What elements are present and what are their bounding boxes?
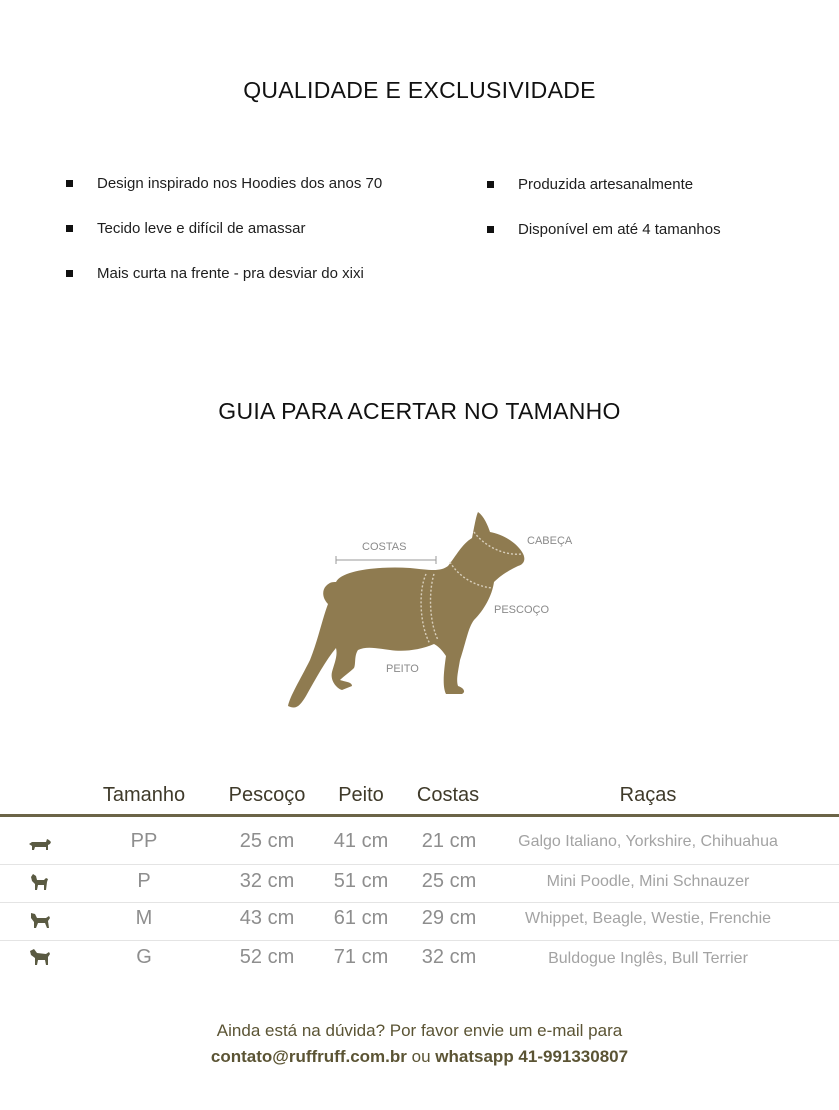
large-dog-icon bbox=[28, 947, 52, 967]
bullet-icon bbox=[66, 225, 73, 232]
table-cell-size: PP bbox=[130, 830, 158, 852]
diagram-label-neck: PESCOÇO bbox=[494, 604, 550, 616]
bullet-icon bbox=[487, 226, 494, 233]
bullet-icon bbox=[66, 180, 73, 187]
feature-item bbox=[487, 221, 721, 238]
row-divider bbox=[0, 940, 839, 941]
feature-item bbox=[66, 265, 364, 282]
footer-question: Ainda está na dúvida? Por favor envie um e-mail para bbox=[216, 1021, 623, 1040]
table-cell-chest: 51 cm bbox=[333, 870, 389, 892]
table-cell-breeds: Mini Poodle, Mini Schnauzer bbox=[546, 873, 750, 890]
col-header-back: Costas bbox=[416, 784, 480, 806]
table-cell-neck: 32 cm bbox=[239, 870, 295, 892]
table-cell-back: 29 cm bbox=[421, 907, 477, 929]
row-divider bbox=[0, 902, 839, 903]
table-cell-breeds: Galgo Italiano, Yorkshire, Chihuahua bbox=[518, 833, 778, 850]
col-header-chest: Peito bbox=[338, 784, 384, 806]
feature-item bbox=[66, 175, 382, 192]
row-divider bbox=[0, 864, 839, 865]
contact-email-link[interactable]: contato@ruffruff.com.br bbox=[210, 1047, 407, 1066]
table-cell-chest: 71 cm bbox=[333, 946, 389, 968]
col-header-size: Tamanho bbox=[102, 784, 186, 806]
feature-text: Disponível em até 4 tamanhos bbox=[518, 221, 721, 238]
feature-text: Design inspirado nos Hoodies dos anos 70 bbox=[97, 175, 383, 192]
feature-item bbox=[66, 220, 305, 237]
diagram-label-chest: PEITO bbox=[386, 663, 419, 675]
table-cell-neck: 43 cm bbox=[239, 907, 295, 929]
feature-item bbox=[487, 176, 693, 193]
table-cell-size: G bbox=[136, 946, 152, 968]
diagram-label-back: COSTAS bbox=[362, 541, 407, 553]
feature-text: Mais curta na frente - pra desviar do xixi bbox=[97, 265, 364, 282]
size-guide-heading: GUIA PARA ACERTAR NO TAMANHO bbox=[218, 398, 621, 424]
table-cell-breeds: Whippet, Beagle, Westie, Frenchie bbox=[524, 910, 772, 927]
bullet-icon bbox=[66, 270, 73, 277]
footer-contact bbox=[0, 1047, 839, 1067]
feature-text: Produzida artesanalmente bbox=[518, 176, 694, 193]
small-dog-icon bbox=[28, 872, 52, 892]
header-rule bbox=[0, 814, 839, 817]
col-header-breeds: Raças bbox=[619, 784, 677, 806]
table-cell-chest: 41 cm bbox=[333, 830, 389, 852]
table-cell-size: P bbox=[137, 870, 151, 892]
table-cell-back: 21 cm bbox=[421, 830, 477, 852]
table-cell-neck: 52 cm bbox=[239, 946, 295, 968]
col-header-neck: Pescoço bbox=[228, 784, 306, 806]
table-cell-chest: 61 cm bbox=[333, 907, 389, 929]
table-cell-back: 32 cm bbox=[421, 946, 477, 968]
diagram-label-head: CABEÇA bbox=[527, 535, 573, 547]
footer-connector: ou bbox=[411, 1047, 431, 1066]
bullet-icon bbox=[487, 181, 494, 188]
table-cell-neck: 25 cm bbox=[239, 830, 295, 852]
medium-dog-icon bbox=[28, 910, 52, 930]
table-cell-back: 25 cm bbox=[421, 870, 477, 892]
table-cell-size: M bbox=[135, 907, 153, 929]
table-cell-breeds: Buldogue Inglês, Bull Terrier bbox=[548, 950, 748, 967]
dachshund-icon bbox=[28, 836, 52, 856]
feature-text: Tecido leve e difícil de amassar bbox=[97, 220, 306, 237]
contact-whatsapp-link[interactable]: whatsapp 41-991330807 bbox=[435, 1047, 629, 1066]
quality-heading: QUALIDADE E EXCLUSIVIDADE bbox=[243, 77, 596, 103]
dog-measurement-diagram bbox=[270, 500, 590, 720]
